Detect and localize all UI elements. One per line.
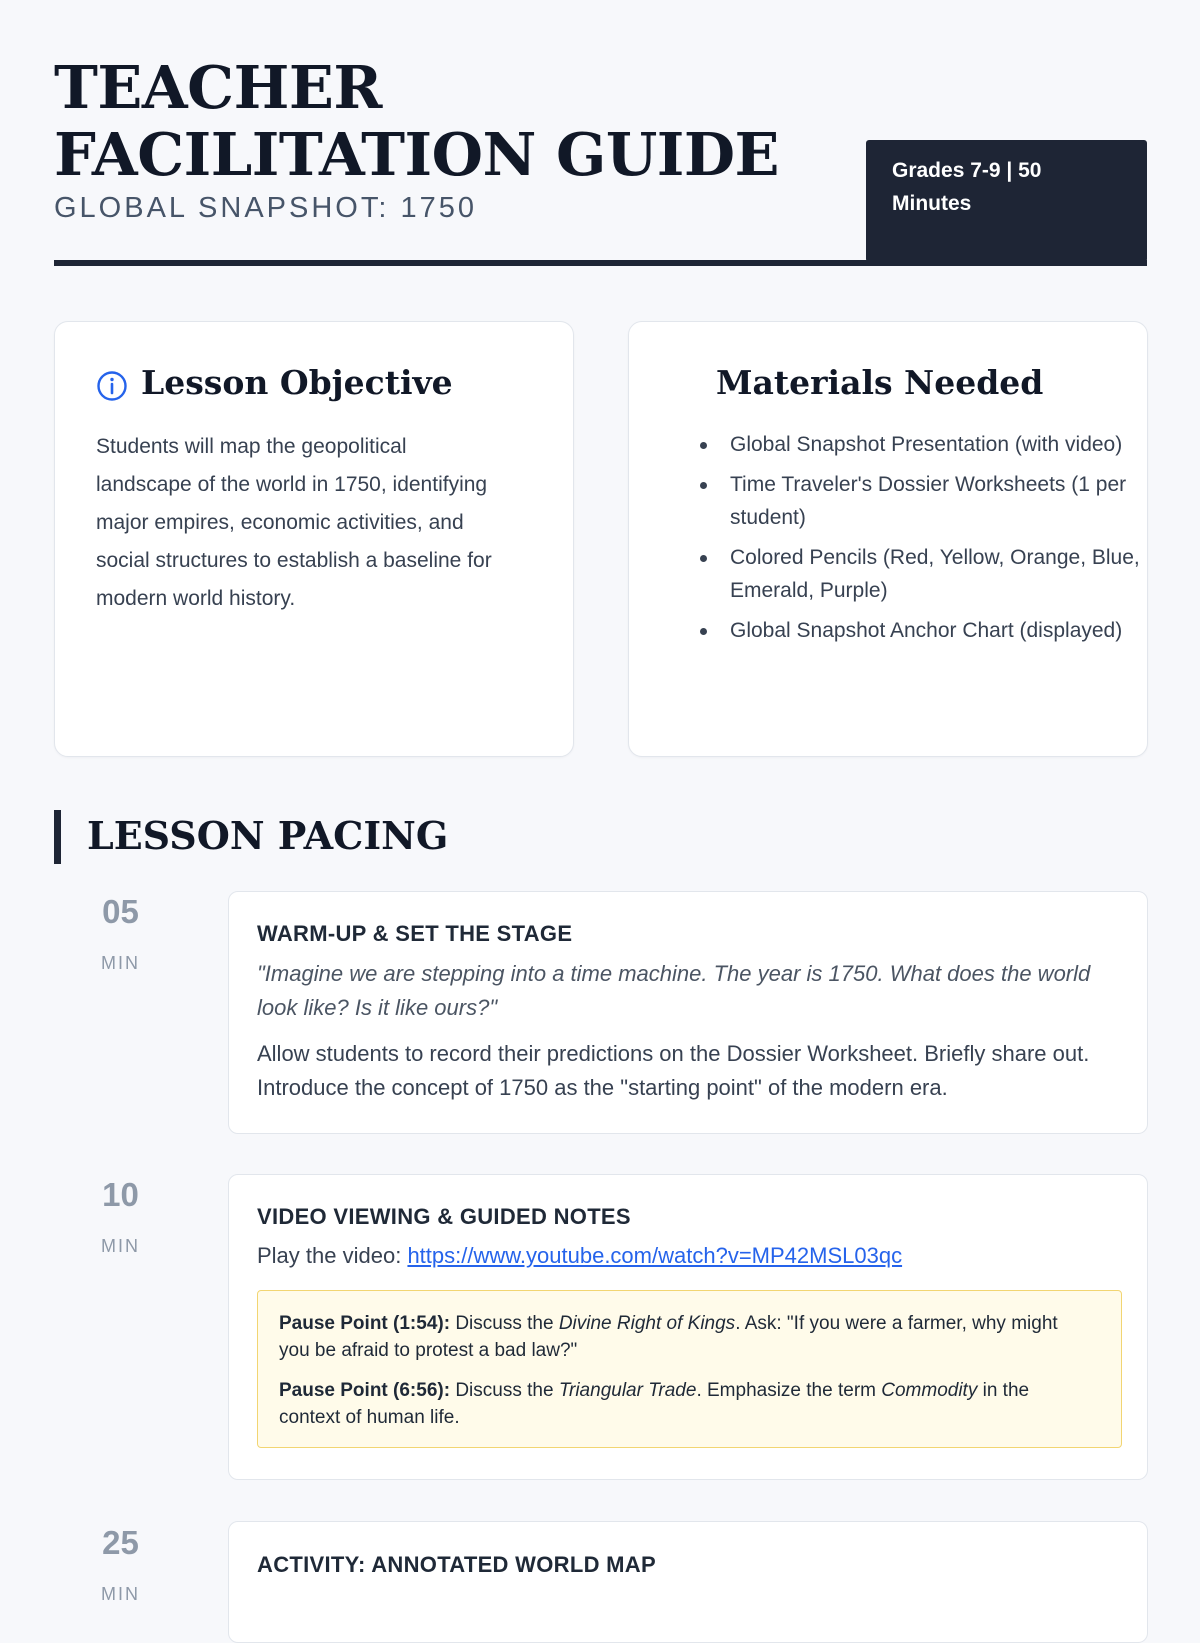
page-title: TEACHER FACILITATION GUIDE bbox=[54, 53, 780, 189]
video-link[interactable]: https://www.youtube.com/watch?v=MP42MSL03qc bbox=[407, 1243, 903, 1268]
step-card-activity bbox=[228, 1521, 1148, 1643]
pause-text: . Emphasize the term bbox=[696, 1380, 882, 1401]
pause-text: Discuss the bbox=[450, 1380, 559, 1401]
pause-label: Pause Point (1:54): bbox=[279, 1313, 451, 1334]
step-title: ACTIVITY: ANNOTATED WORLD MAP bbox=[257, 1552, 656, 1577]
objective-text: Students will map the geopolitical landscape of the world in 1750, identifying major empires, economic activities, and social structures to establish a baseline for modern world history. bbox=[96, 435, 492, 610]
pause-term: Commodity bbox=[881, 1380, 978, 1401]
step-minutes-unit: MIN bbox=[101, 953, 140, 973]
step-card-video bbox=[228, 1174, 1148, 1480]
page-header bbox=[54, 0, 1147, 268]
video-line bbox=[257, 1239, 1127, 1273]
step-minutes-unit: MIN bbox=[101, 1236, 140, 1256]
materials-list bbox=[682, 428, 1152, 654]
pause-term: Divine Right of Kings bbox=[558, 1313, 736, 1334]
section-accent-bar bbox=[54, 810, 61, 864]
pause-point bbox=[279, 1310, 1089, 1364]
list-item: Time Traveler's Dossier Worksheets (1 per student) bbox=[682, 468, 1152, 534]
list-item: Global Snapshot Presentation (with video) bbox=[682, 428, 1152, 461]
step-quote: "Imagine we are stepping into a time machine. The year is 1750. What does the world look like? Is it like ours?" bbox=[257, 961, 1091, 1020]
section-title: LESSON PACING bbox=[87, 813, 449, 858]
step-minutes: 10 bbox=[102, 1176, 139, 1213]
step-body: Allow students to record their predictions on the Dossier Worksheet. Briefly share out. Introduce the concept of 1750 as the "starting point" of the modern era. bbox=[257, 1041, 1090, 1100]
materials-title: Materials Needed bbox=[716, 363, 1044, 402]
video-prefix: Play the video: bbox=[257, 1243, 408, 1268]
pause-text: . Ask: "If you were a farmer, why might you be afraid to protest a bad law?" bbox=[279, 1313, 1058, 1361]
step-card-warmup bbox=[228, 891, 1148, 1134]
pause-term: Triangular Trade bbox=[558, 1380, 697, 1401]
step-minutes-unit: MIN bbox=[101, 1584, 140, 1604]
step-minutes: 25 bbox=[102, 1524, 139, 1561]
grade-duration-badge: Grades 7-9 | 50 Minutes bbox=[866, 140, 1147, 262]
list-item: Colored Pencils (Red, Yellow, Orange, Blue, Emerald, Purple) bbox=[682, 541, 1152, 607]
step-title: WARM-UP & SET THE STAGE bbox=[257, 921, 573, 946]
objective-title: Lesson Objective bbox=[141, 363, 453, 402]
pause-point bbox=[279, 1377, 1089, 1431]
pause-points-box bbox=[257, 1290, 1122, 1448]
list-item: Global Snapshot Anchor Chart (displayed) bbox=[682, 614, 1152, 647]
pause-text: Discuss the bbox=[450, 1313, 559, 1334]
page-subtitle: GLOBAL SNAPSHOT: 1750 bbox=[54, 192, 477, 224]
pause-label: Pause Point (6:56): bbox=[279, 1380, 451, 1401]
info-icon bbox=[96, 370, 128, 402]
header-divider bbox=[54, 260, 1147, 266]
step-minutes: 05 bbox=[102, 893, 139, 930]
pause-text: in the context of human life. bbox=[279, 1380, 1030, 1428]
step-title: VIDEO VIEWING & GUIDED NOTES bbox=[257, 1204, 631, 1229]
